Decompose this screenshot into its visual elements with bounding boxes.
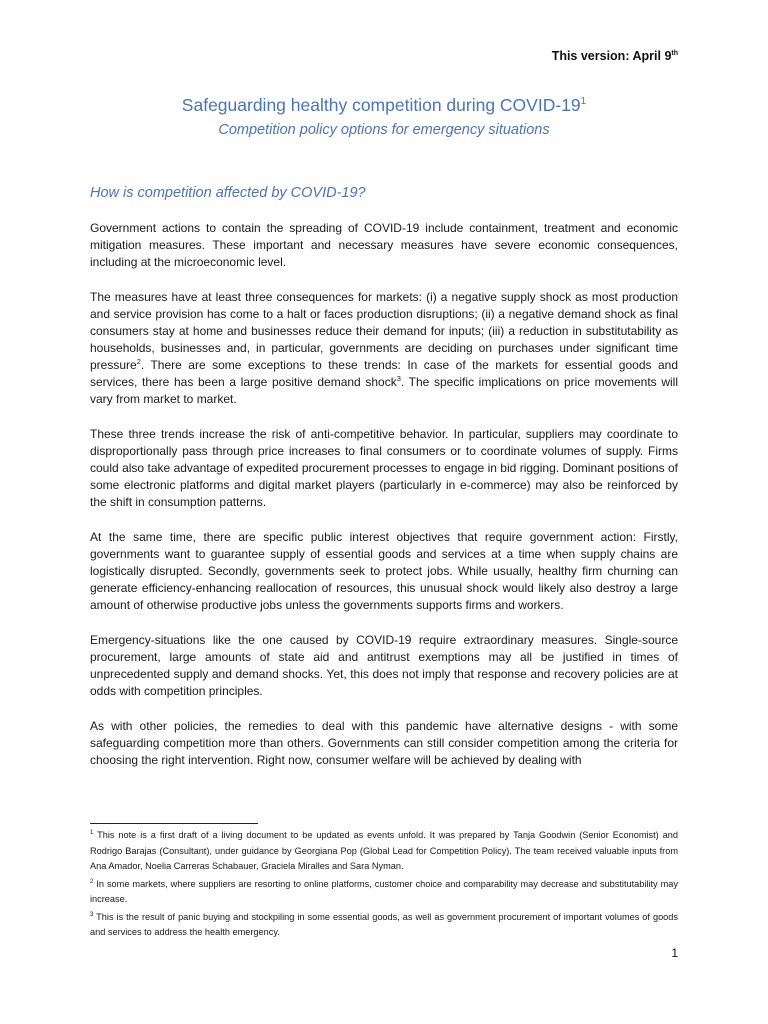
document-subtitle: Competition policy options for emergency situations: [218, 122, 550, 138]
footnote-text: In some markets, where suppliers are resorting to online platforms, customer choice and comparability may decrease and substitutability may increase.: [90, 878, 678, 904]
footnote-marker: 2: [90, 878, 94, 885]
paragraph-6: As with other policies, the remedies to deal with this pandemic have alternative designs - with some safeguarding competition more than others. Governments can still consider competition among the criteria for choosing the right intervention. Right now, consumer welfare will be achieved by dealing with: [90, 719, 678, 767]
version-ordinal: th: [671, 49, 678, 57]
footnote-ref-2: 2: [136, 357, 141, 366]
paragraph-5: Emergency-situations like the one caused by COVID-19 require extraordinary measures. Single-source procurement, large amounts of state aid and antitrust exemptions may all be justified in times of unprecedented supply and demand shocks. Yet, this does not imply that response and recovery policies are at odds with competition principles.: [90, 633, 678, 698]
paragraph-2-part-c: . The specific implications on price movements will vary from market to market.: [90, 375, 678, 406]
paragraph-3: These three trends increase the risk of anti-competitive behavior. In particular, suppliers may coordinate to disproportionally pass through price increases to final consumers or to coordinate volumes of supply. Firms could also take advantage of expedited procurement processes to engage in bid rigging. Dominant positions of some electronic platforms and digital market players (particularly in e-commerce) may also be reinforced by the shift in consumption patterns.: [90, 427, 678, 509]
page-number: 1: [671, 946, 678, 960]
body-text: [90, 220, 678, 787]
version-text: This version: April 9: [551, 49, 672, 63]
footnote-2: [90, 877, 678, 908]
footnote-ref-1: 1: [580, 96, 587, 108]
section-heading: How is competition affected by COVID-19?: [90, 185, 366, 201]
paragraph-2-part-a: The measures have at least three consequences for markets: (i) a negative supply shock as most production and service provision has come to a halt or faces production disruptions; (ii) a negative demand shock as final consumers stay at home and businesses reduce their demand for inputs; (iii) a reduction in substitutability as households, businesses and, in particular, governments are deciding on purchases under significant time pressure: [90, 290, 678, 372]
document-title: [0, 95, 768, 116]
paragraph-1: Government actions to contain the spreading of COVID-19 include containment, treatment and economic mitigation measures. These important and necessary measures have severe economic consequences, including at the microeconomic level.: [90, 221, 678, 269]
paragraph-2-part-b: . There are some exceptions to these trends: In case of the markets for essential goods and services, there has been a large positive demand shock: [90, 358, 678, 389]
footnote-text: This note is a first draft of a living document to be updated as events unfold. It was prepared by Tanja Goodwin (Senior Economist) and Rodrigo Barajas (Consultant), under guidance by Georgiana Pop (Global Lead for Competition Policy). The team received valuable inputs from Ana Amador, Noelia Carreras Schabauer, Graciela Miralles and Sara Nyman.: [90, 830, 678, 871]
footnote-divider: [90, 823, 258, 824]
footnote-marker: 3: [90, 911, 94, 918]
footnote-3: [90, 910, 678, 941]
footnotes: [90, 828, 678, 943]
footnote-1: [90, 828, 678, 875]
version-label: [552, 49, 678, 63]
footnote-ref-3: 3: [396, 374, 401, 383]
paragraph-4: At the same time, there are specific public interest objectives that require government action: Firstly, governments want to guarantee supply of essential goods and services at a time when supply chains are logistically disrupted. Secondly, governments seek to protect jobs. While usually, healthy firm churning can generate efficiency-enhancing reallocation of resources, this unusual shock would likely also destroy a large amount of otherwise productive jobs unless the governments supports firms and workers.: [90, 530, 678, 612]
footnote-text: This is the result of panic buying and stockpiling in some essential goods, as well as government procurement of important volumes of goods and services to address the health emergency.: [90, 911, 678, 937]
paragraph-2: [90, 289, 678, 408]
title-text: Safeguarding healthy competition during COVID-19: [181, 95, 581, 115]
footnote-marker: 1: [90, 829, 94, 836]
